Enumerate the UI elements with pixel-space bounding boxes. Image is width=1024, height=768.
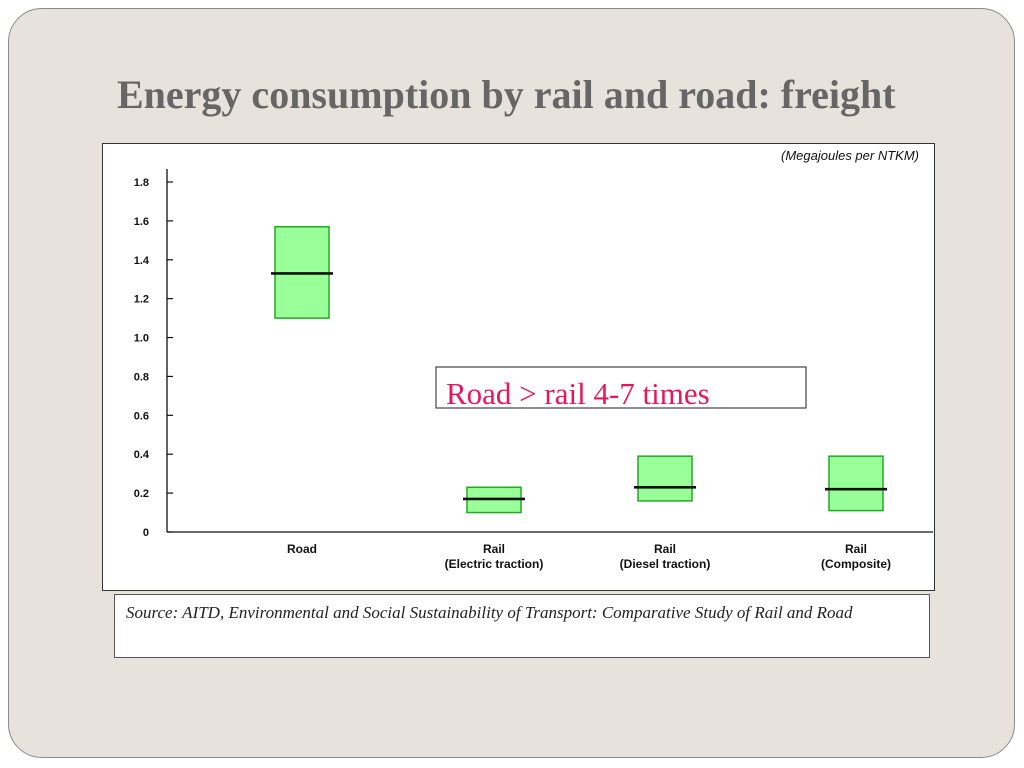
y-tick-label: 1.4 (133, 254, 149, 267)
range-box (829, 456, 883, 510)
x-category-label: Rail (653, 542, 677, 556)
callout-text: Road > rail 4-7 times (446, 376, 710, 411)
source-note: Source: AITD, Environmental and Social Sustainability of Transport: Comparative Study of Rail and Road (114, 594, 930, 658)
unit-label: (Megajoules per NTKM) (781, 148, 919, 163)
y-tick-label: 0.8 (133, 371, 149, 384)
y-tick-label: 0.6 (133, 410, 149, 423)
slide-title: Energy consumption by rail and road: freight (117, 72, 896, 117)
x-category-label: (Composite) (821, 557, 891, 571)
y-tick-label: 0.4 (133, 449, 149, 462)
chart (103, 144, 936, 592)
y-tick-label: 1.0 (133, 332, 149, 345)
range-box (638, 456, 692, 501)
chart-panel (102, 143, 935, 591)
y-tick-label: 1.8 (133, 177, 149, 189)
x-category-label: Rail (844, 542, 868, 556)
x-category-label: Rail (482, 542, 506, 556)
x-category-label: (Electric traction) (444, 557, 544, 571)
y-tick-label: 1.2 (133, 293, 149, 306)
x-category-label: Road (287, 542, 317, 556)
y-tick-label: 0 (142, 527, 149, 539)
y-tick-label: 1.6 (133, 215, 149, 228)
y-tick-label: 0.2 (133, 488, 149, 501)
x-category-label: (Diesel traction) (619, 557, 711, 571)
